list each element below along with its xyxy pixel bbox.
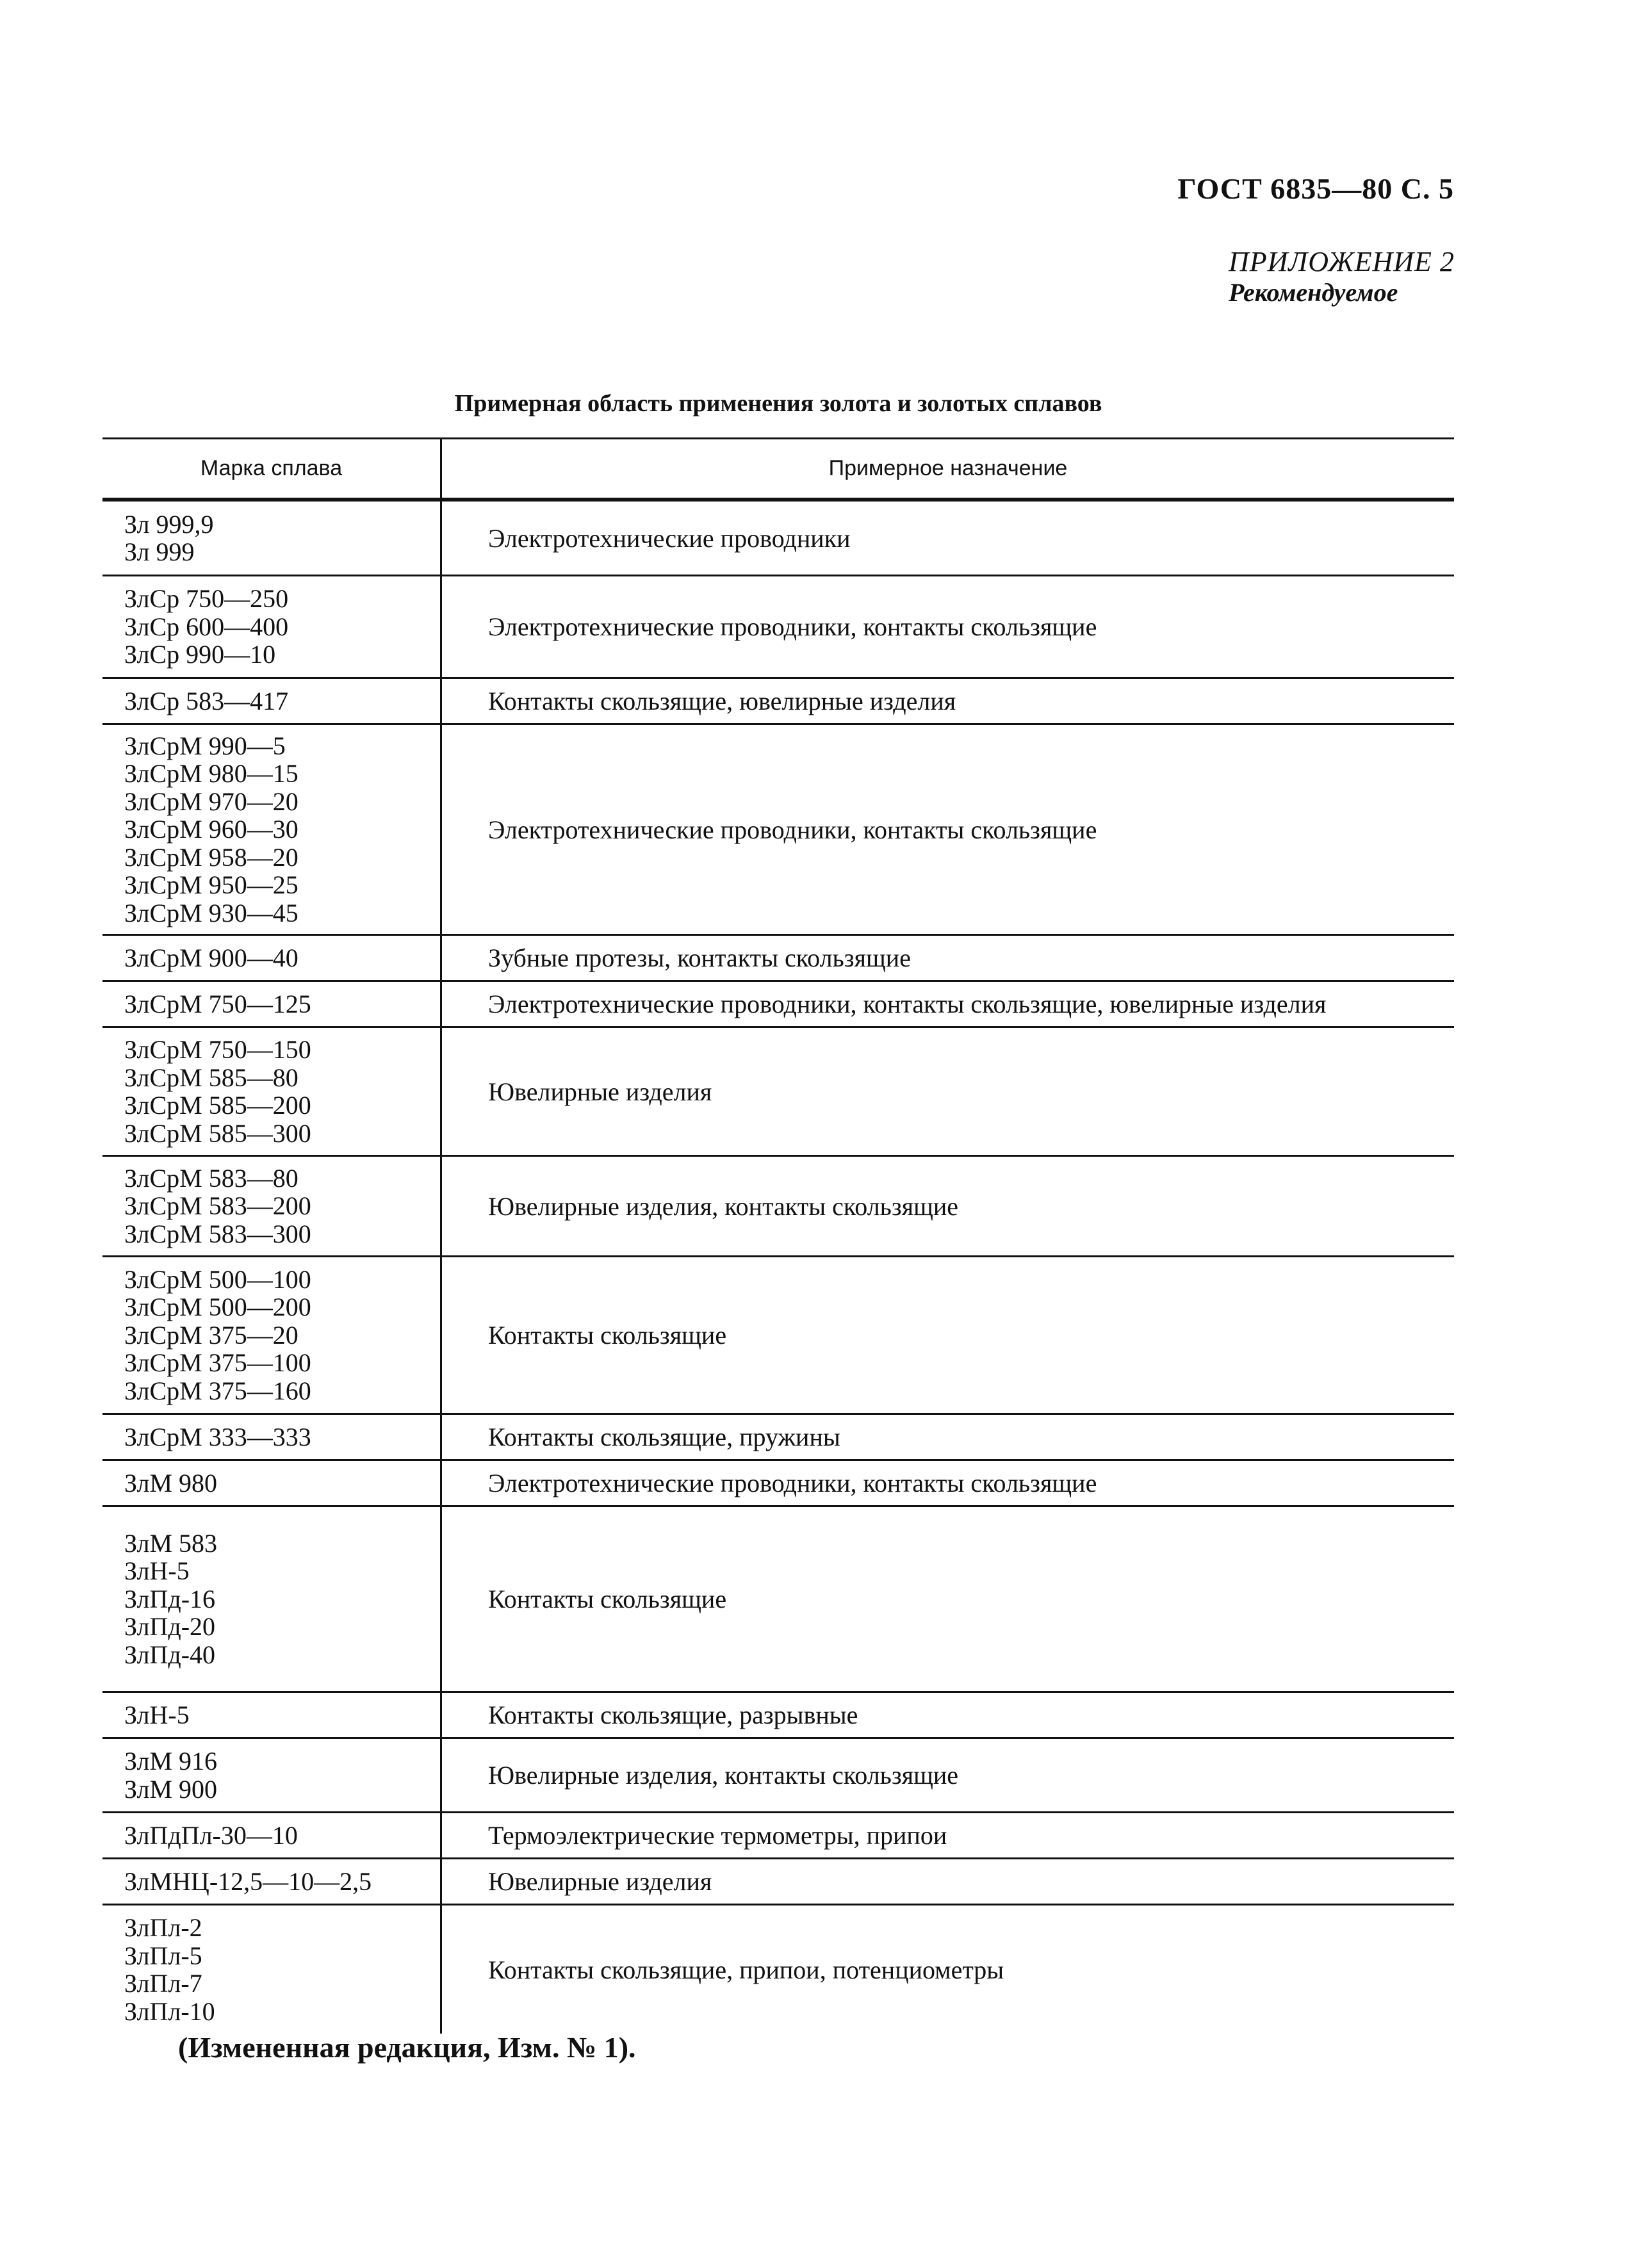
alloy-grade: ЗлСрМ 930—45 bbox=[124, 898, 298, 927]
alloy-grade: ЗлСрМ 750—150 bbox=[124, 1035, 311, 1064]
alloy-grade: ЗлСрМ 585—80 bbox=[124, 1063, 298, 1092]
alloy-grade: ЗлСр 990—10 bbox=[124, 640, 276, 669]
alloy-table bbox=[102, 437, 1454, 2034]
alloy-grade-cell bbox=[102, 1507, 442, 1691]
alloy-grade: ЗлПд-16 bbox=[124, 1584, 216, 1613]
table-row bbox=[102, 725, 1454, 936]
alloy-grade: ЗлСр 583—417 bbox=[124, 686, 289, 715]
alloy-grade: ЗлСрМ 585—300 bbox=[124, 1118, 311, 1148]
table-row bbox=[102, 1461, 1454, 1507]
alloy-grade: ЗлСрМ 583—80 bbox=[124, 1163, 298, 1193]
purpose-cell: Контакты скользящие, разрывные bbox=[488, 1701, 858, 1729]
alloy-grade: ЗлПл-7 bbox=[124, 1969, 202, 1998]
alloy-grade: ЗлМНЦ-12,5—10—2,5 bbox=[124, 1866, 372, 1896]
alloy-grade-cell bbox=[102, 679, 442, 723]
alloy-grade: ЗлПдПл-30—10 bbox=[124, 1820, 298, 1850]
purpose-cell: Электротехнические проводники, контакты скользящие bbox=[488, 1469, 1097, 1497]
purpose-cell: Термоэлектрические термометры, припои bbox=[488, 1821, 947, 1850]
alloy-grade: ЗлСрМ 583—200 bbox=[124, 1191, 311, 1221]
alloy-grade: ЗлСрМ 375—160 bbox=[124, 1376, 311, 1405]
alloy-grade: ЗлН-5 bbox=[124, 1700, 190, 1729]
alloy-grade: ЗлСрМ 333—333 bbox=[124, 1422, 311, 1451]
alloy-grade-cell bbox=[102, 576, 442, 677]
alloy-grade: ЗлСрМ 500—100 bbox=[124, 1264, 311, 1294]
column-header-grade: Марка сплава bbox=[102, 439, 442, 498]
appendix-label bbox=[1229, 247, 1455, 308]
alloy-grade: ЗлПл-5 bbox=[124, 1941, 202, 1970]
purpose-cell: Контакты скользящие bbox=[488, 1585, 727, 1613]
purpose-cell: Ювелирные изделия bbox=[488, 1867, 712, 1896]
alloy-grade-cell bbox=[102, 1028, 442, 1155]
alloy-grade: ЗлСрМ 980—15 bbox=[124, 759, 298, 788]
alloy-grade-cell bbox=[102, 936, 442, 980]
table-row bbox=[102, 1507, 1454, 1693]
alloy-grade-cell bbox=[102, 1415, 442, 1459]
alloy-grade-cell bbox=[102, 1157, 442, 1255]
table-row bbox=[102, 936, 1454, 982]
column-header-purpose: Примерное назначение bbox=[828, 456, 1068, 480]
alloy-grade: ЗлПд-20 bbox=[124, 1612, 216, 1642]
alloy-grade: Зл 999 bbox=[124, 537, 195, 566]
alloy-grade: ЗлСрМ 375—100 bbox=[124, 1348, 311, 1378]
purpose-cell: Ювелирные изделия bbox=[488, 1077, 712, 1106]
alloy-grade: ЗлСрМ 585—200 bbox=[124, 1091, 311, 1120]
table-title: Примерная область применения золота и золотых сплавов bbox=[454, 390, 1102, 417]
alloy-grade: ЗлСрМ 950—25 bbox=[124, 870, 298, 900]
alloy-grade-cell bbox=[102, 982, 442, 1026]
alloy-grade-cell bbox=[102, 1905, 442, 2034]
purpose-cell: Электротехнические проводники, контакты скользящие, ювелирные изделия bbox=[488, 990, 1327, 1018]
purpose-cell: Контакты скользящие, пружины bbox=[488, 1423, 840, 1451]
purpose-cell: Контакты скользящие bbox=[488, 1321, 727, 1350]
table-row bbox=[102, 679, 1454, 725]
revision-note: (Измененная редакция, Изм. № 1). bbox=[178, 2031, 636, 2064]
table-row bbox=[102, 1693, 1454, 1739]
table-body bbox=[102, 502, 1454, 2034]
table-row bbox=[102, 982, 1454, 1028]
alloy-grade-cell bbox=[102, 1257, 442, 1413]
alloy-grade-cell bbox=[102, 1739, 442, 1811]
table-row bbox=[102, 1157, 1454, 1257]
alloy-grade: ЗлПд-40 bbox=[124, 1640, 216, 1669]
alloy-grade-cell bbox=[102, 1859, 442, 1904]
purpose-cell: Ювелирные изделия, контакты скользящие bbox=[488, 1761, 959, 1790]
table-row bbox=[102, 1028, 1454, 1157]
appendix-status: Рекомендуемое bbox=[1229, 278, 1398, 307]
table-header-row bbox=[102, 439, 1454, 502]
alloy-grade: ЗлМ 916 bbox=[124, 1747, 218, 1775]
purpose-cell: Электротехнические проводники, контакты скользящие bbox=[488, 612, 1097, 641]
alloy-grade-cell bbox=[102, 1813, 442, 1857]
alloy-grade: ЗлСрМ 750—125 bbox=[124, 989, 311, 1018]
alloy-grade: ЗлСрМ 583—300 bbox=[124, 1219, 311, 1248]
alloy-grade: ЗлСрМ 375—20 bbox=[124, 1320, 298, 1350]
table-row bbox=[102, 1813, 1454, 1859]
alloy-grade: Зл 999,9 bbox=[124, 509, 214, 539]
alloy-grade-cell bbox=[102, 502, 442, 575]
alloy-grade-cell bbox=[102, 1461, 442, 1505]
alloy-grade: ЗлСрМ 900—40 bbox=[124, 943, 298, 972]
table-row bbox=[102, 1257, 1454, 1415]
alloy-grade: ЗлН-5 bbox=[124, 1556, 190, 1586]
table-row bbox=[102, 576, 1454, 679]
alloy-grade: ЗлМ 583 bbox=[124, 1528, 218, 1558]
table-row bbox=[102, 1415, 1454, 1461]
purpose-cell: Электротехнические проводники, контакты скользящие bbox=[488, 815, 1097, 844]
table-row bbox=[102, 1859, 1454, 1905]
purpose-cell: Контакты скользящие, ювелирные изделия bbox=[488, 687, 956, 715]
table-row bbox=[102, 1739, 1454, 1813]
appendix-number: ПРИЛОЖЕНИЕ 2 bbox=[1229, 246, 1455, 277]
purpose-cell: Контакты скользящие, припои, потенциометры bbox=[488, 1955, 1004, 1984]
alloy-grade: ЗлСр 600—400 bbox=[124, 612, 289, 641]
alloy-grade: ЗлПл-2 bbox=[124, 1913, 202, 1942]
alloy-grade: ЗлМ 900 bbox=[124, 1774, 218, 1804]
table-row bbox=[102, 502, 1454, 576]
page-title: ГОСТ 6835—80 С. 5 bbox=[1177, 172, 1454, 205]
alloy-grade: ЗлСр 750—250 bbox=[124, 584, 289, 614]
alloy-grade: ЗлПл-10 bbox=[124, 1996, 215, 2026]
purpose-cell: Ювелирные изделия, контакты скользящие bbox=[488, 1191, 959, 1221]
alloy-grade-cell bbox=[102, 1693, 442, 1737]
alloy-grade: ЗлМ 980 bbox=[124, 1468, 218, 1497]
purpose-cell: Зубные протезы, контакты скользящие bbox=[488, 943, 911, 972]
alloy-grade: ЗлСрМ 500—200 bbox=[124, 1293, 311, 1322]
alloy-grade: ЗлСрМ 958—20 bbox=[124, 842, 298, 872]
alloy-grade: ЗлСрМ 960—30 bbox=[124, 815, 298, 844]
purpose-cell: Электротехнические проводники bbox=[488, 523, 851, 553]
table-row bbox=[102, 1905, 1454, 2034]
alloy-grade: ЗлСрМ 970—20 bbox=[124, 787, 298, 816]
alloy-grade-cell bbox=[102, 725, 442, 934]
alloy-grade: ЗлСрМ 990—5 bbox=[124, 731, 286, 760]
